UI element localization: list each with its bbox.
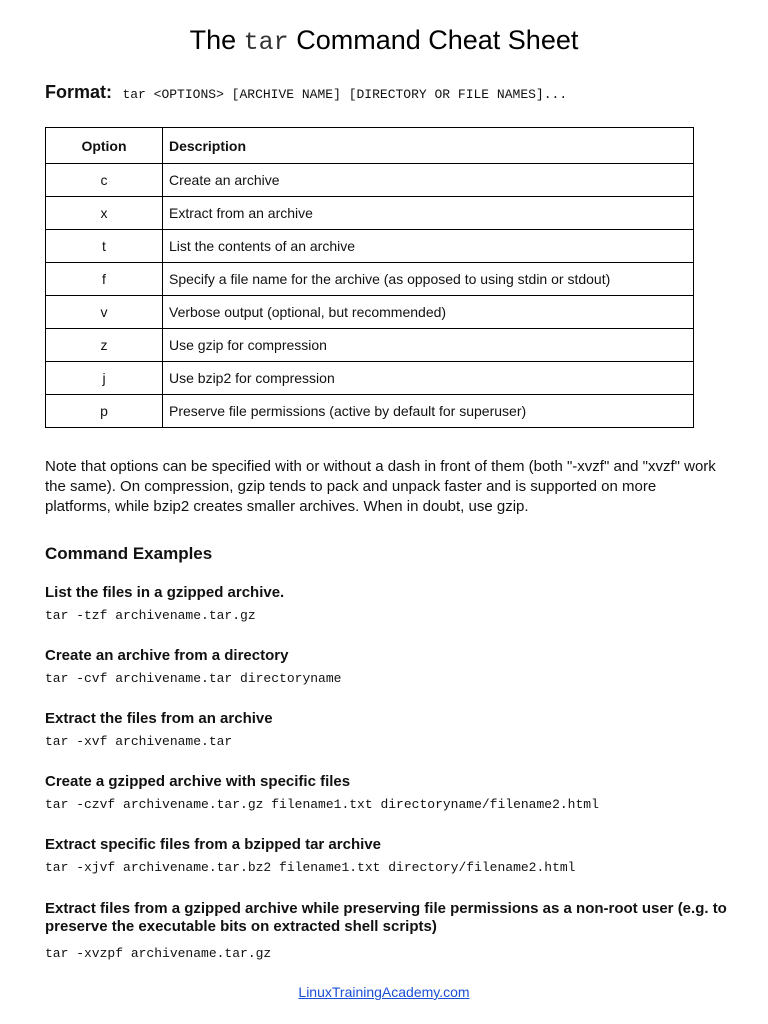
example-title: Extract files from a gzipped archive while preserving file permissions as a non-root user (e.g. to preserve the executable bits on extracted shell scripts) [45,900,727,935]
table-row [46,197,694,230]
format-label: Format: [45,82,112,102]
example-item [45,584,735,625]
table-header-row [46,128,694,164]
example-title: Extract the files from an archive [45,710,273,727]
footer-link[interactable]: LinuxTrainingAcademy.com [298,984,470,1000]
examples-heading: Command Examples [45,544,213,563]
description-column-header: Description [163,128,694,164]
example-command: tar -xjvf archivename.tar.bz2 filename1.txt directory/filename2.html [45,860,576,875]
table-row [46,362,694,395]
example-command: tar -cvf archivename.tar directoryname [45,671,342,686]
description-cell: Use gzip for compression [163,329,694,362]
table-row [46,329,694,362]
option-cell: f [46,263,163,296]
description-cell: Extract from an archive [163,197,694,230]
option-cell: v [46,296,163,329]
format-line [45,80,567,107]
option-cell: j [46,362,163,395]
example-command: tar -czvf archivename.tar.gz filename1.txt directoryname/filename2.html [45,797,599,812]
example-command: tar -xvf archivename.tar [45,734,233,749]
table-row [46,230,694,263]
example-title: Extract specific files from a bzipped tar archive [45,836,381,853]
option-cell: t [46,230,163,263]
page-title [0,22,768,61]
format-syntax: tar <OPTIONS> [ARCHIVE NAME] [DIRECTORY OR FILE NAMES]... [122,87,568,102]
description-cell: List the contents of an archive [163,230,694,263]
title-suffix: Command Cheat Sheet [296,25,579,55]
option-cell: x [46,197,163,230]
example-title: Create an archive from a directory [45,647,289,664]
description-cell: Specify a file name for the archive (as opposed to using stdin or stdout) [163,263,694,296]
footer [0,984,768,1000]
options-table [45,127,694,428]
example-command: tar -tzf archivename.tar.gz [45,608,256,623]
example-item [45,710,735,751]
example-item [45,900,735,963]
description-cell: Create an archive [163,164,694,197]
example-title: Create a gzipped archive with specific files [45,773,351,790]
table-row [46,395,694,428]
description-cell: Preserve file permissions (active by default for superuser) [163,395,694,428]
example-title: List the files in a gzipped archive. [45,584,285,601]
option-column-header: Option [46,128,163,164]
table-row [46,164,694,197]
example-item [45,647,735,688]
description-cell: Verbose output (optional, but recommended) [163,296,694,329]
example-item [45,773,735,814]
table-row [46,296,694,329]
option-cell: z [46,329,163,362]
title-command: tar [243,28,289,57]
note-paragraph: Note that options can be specified with or without a dash in front of them (both "-xvzf" and "xvzf" work the same). On compression, gzip tends to pack and unpack faster and is supported on more platforms, while bzip2 creates smaller archives. When in doubt, use gzip. [45,458,716,515]
table-row [46,263,694,296]
example-command: tar -xvzpf archivename.tar.gz [45,946,272,961]
option-cell: p [46,395,163,428]
option-cell: c [46,164,163,197]
title-prefix: The [189,25,237,55]
description-cell: Use bzip2 for compression [163,362,694,395]
example-item [45,836,735,877]
